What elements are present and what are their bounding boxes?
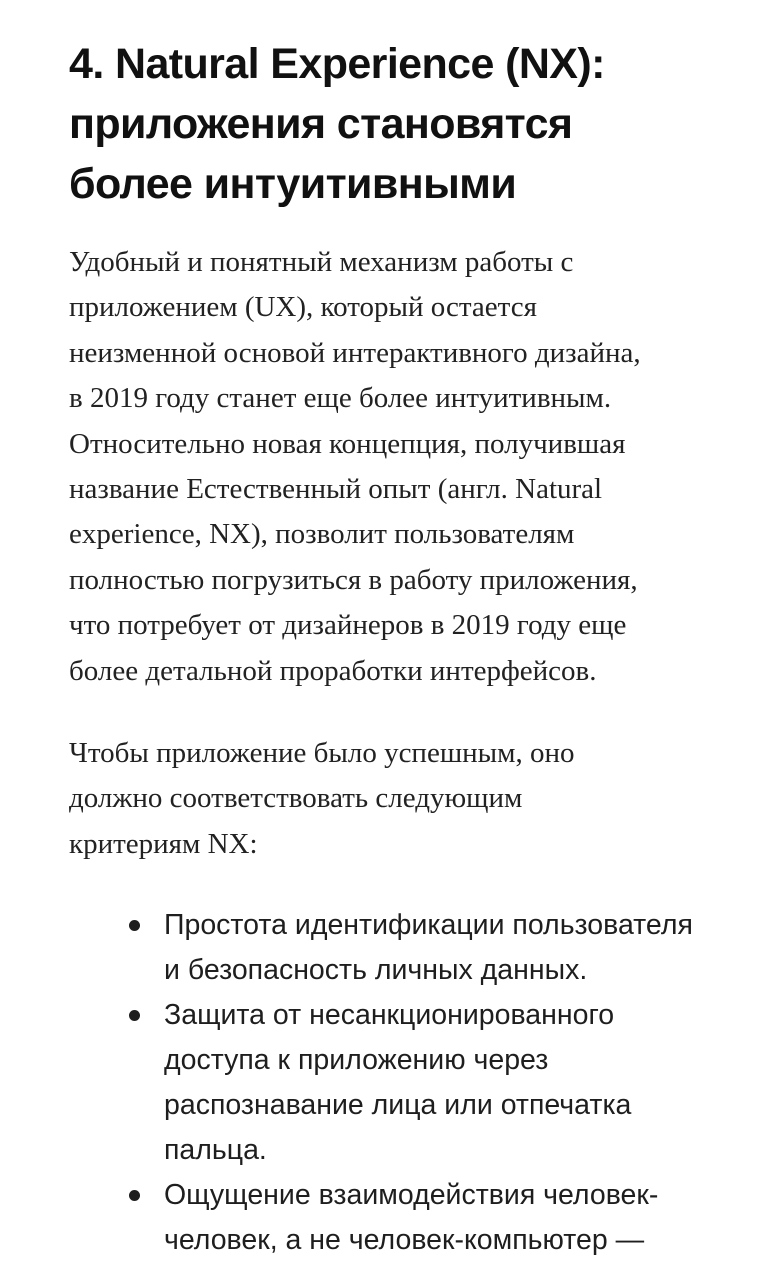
bullet-dot-icon xyxy=(129,1010,140,1021)
paragraph-line: критериям NX: xyxy=(69,827,258,860)
list-item-line: доступа к приложению через xyxy=(164,1044,549,1077)
paragraph-line: что потребует от дизайнеров в 2019 году еще xyxy=(69,609,627,642)
criteria-list xyxy=(69,903,759,1263)
list-item xyxy=(69,903,759,993)
article-section xyxy=(69,34,759,1263)
list-item-line: Ощущение взаимодействия человек- xyxy=(164,1179,659,1212)
paragraph-line: должно соответствовать следующим xyxy=(69,782,523,815)
section-heading xyxy=(69,34,759,214)
paragraph-line: Чтобы приложение было успешным, оно xyxy=(69,737,575,770)
paragraph-line: experience, NX), позволит пользователям xyxy=(69,518,575,551)
list-item-line: пальца. xyxy=(164,1134,267,1167)
bullet-dot-icon xyxy=(129,1190,140,1201)
list-item-line: Простота идентификации пользователя xyxy=(164,909,693,942)
intro-paragraph xyxy=(69,240,759,694)
paragraph-line: приложением (UX), который остается xyxy=(69,291,537,324)
heading-line: более интуитивными xyxy=(69,160,517,208)
paragraph-line: неизменной основой интерактивного дизайна, xyxy=(69,336,641,369)
criteria-intro-paragraph xyxy=(69,731,759,867)
list-item-line: и безопасность личных данных. xyxy=(164,954,588,987)
list-item xyxy=(69,1173,759,1263)
heading-line: приложения становятся xyxy=(69,100,573,148)
paragraph-line: Удобный и понятный механизм работы с xyxy=(69,246,574,278)
paragraph-line: в 2019 году станет еще более интуитивным. xyxy=(69,382,612,415)
paragraph-line: полностью погрузиться в работу приложения, xyxy=(69,563,638,596)
list-item xyxy=(69,993,759,1173)
bullet-dot-icon xyxy=(129,920,140,931)
list-item-line: распознавание лица или отпечатка xyxy=(164,1089,632,1122)
list-item-line: Защита от несанкционированного xyxy=(164,999,615,1032)
heading-line: 4. Natural Experience (NX): xyxy=(69,40,605,88)
list-item-line: человек, а не человек-компьютер — xyxy=(164,1224,645,1257)
paragraph-line: более детальной проработки интерфейсов. xyxy=(69,654,597,687)
paragraph-line: Относительно новая концепция, получившая xyxy=(69,427,626,460)
paragraph-line: название Естественный опыт (англ. Natural xyxy=(69,473,603,506)
